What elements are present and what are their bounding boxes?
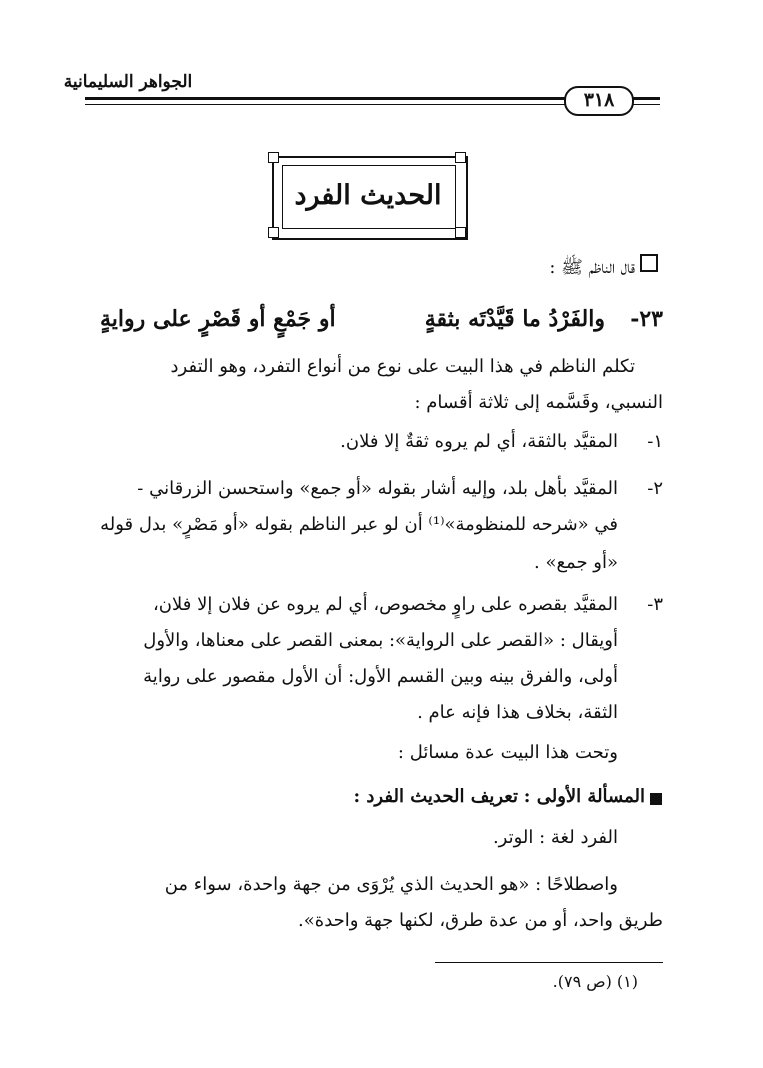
intro-line: قال الناظم ﷺ :: [549, 257, 635, 278]
frame-corner: [268, 152, 279, 163]
definition-term-line: واصطلاحًا : «هو الحديث الذي يُرْوَى من جهة واحدة، سواء من: [164, 874, 618, 895]
header-rule-tail-thin: [632, 104, 660, 105]
item-line: المقيَّد بقصره على راوٍ مخصوص، أي لم يروه عن فلان إلا فلان،: [153, 594, 618, 615]
paragraph-line: تكلم الناظم في هذا البيت على نوع من أنواع التفرد، وهو التفرد: [170, 356, 635, 377]
footnote: (١) (ص ٧٩).: [552, 972, 638, 991]
book-title: الجواهر السليمانية: [63, 72, 193, 92]
item-line: أولى، والفرق بينه وبين القسم الأول: أن الأول مقصور على رواية: [143, 666, 618, 687]
item-line: الثقة، بخلاف هذا فإنه عام .: [417, 702, 618, 723]
footnote-rule: [435, 962, 663, 963]
frame-corner: [455, 152, 466, 163]
item-line: المقيَّد بالثقة، أي لم يروه ثقةٌ إلا فلان.: [340, 431, 618, 452]
verse-first-half: والفَرْدُ ما قَيَّدْتَه بثقةٍ: [424, 306, 605, 332]
section-label: المسألة الأولى :: [523, 786, 645, 807]
header-rule-tail: [632, 97, 660, 100]
frame-corner: [268, 227, 279, 238]
paragraph-line: النسبي، وقَسَّمه إلى ثلاثة أقسام :: [414, 392, 663, 413]
item-number: ١-: [647, 431, 663, 452]
checkbox-icon: [640, 254, 658, 272]
item-line: المقيَّد بأهل بلد، وإليه أشار بقوله «أو جمع» واستحسن الزرقاني -: [137, 478, 618, 499]
transition-line: وتحت هذا البيت عدة مسائل :: [397, 742, 618, 763]
verse-number: ٢٣-: [630, 306, 663, 332]
definition-lang: الفرد لغة : الوتر.: [492, 827, 618, 848]
definition-term-line: طريق واحد، أو من عدة طرق، لكنها جهة واحدة».: [298, 910, 663, 931]
square-bullet-icon: [650, 793, 662, 805]
item-number: ٣-: [647, 594, 663, 615]
header-rule-thin: [85, 104, 628, 105]
chapter-title: الحديث الفرد: [294, 180, 442, 211]
section-title: تعريف الحديث الفرد :: [353, 786, 518, 807]
verse-second-half: أو جَمْعٍ أو قَصْرٍ على روايةٍ: [100, 306, 336, 332]
page-number: ٣١٨: [564, 86, 634, 116]
header-rule: [85, 97, 628, 100]
frame-corner: [455, 227, 466, 238]
item-line: في «شرحه للمنظومة»⁽¹⁾ أن لو عبر الناظم بقوله «أو مَصْرٍ» بدل قوله: [100, 514, 618, 535]
item-line: أويقال : «القصر على الرواية»: بمعنى القصر على معناها، والأول: [143, 630, 618, 651]
item-number: ٢-: [647, 478, 663, 499]
item-line: «أو جمع» .: [534, 552, 618, 573]
